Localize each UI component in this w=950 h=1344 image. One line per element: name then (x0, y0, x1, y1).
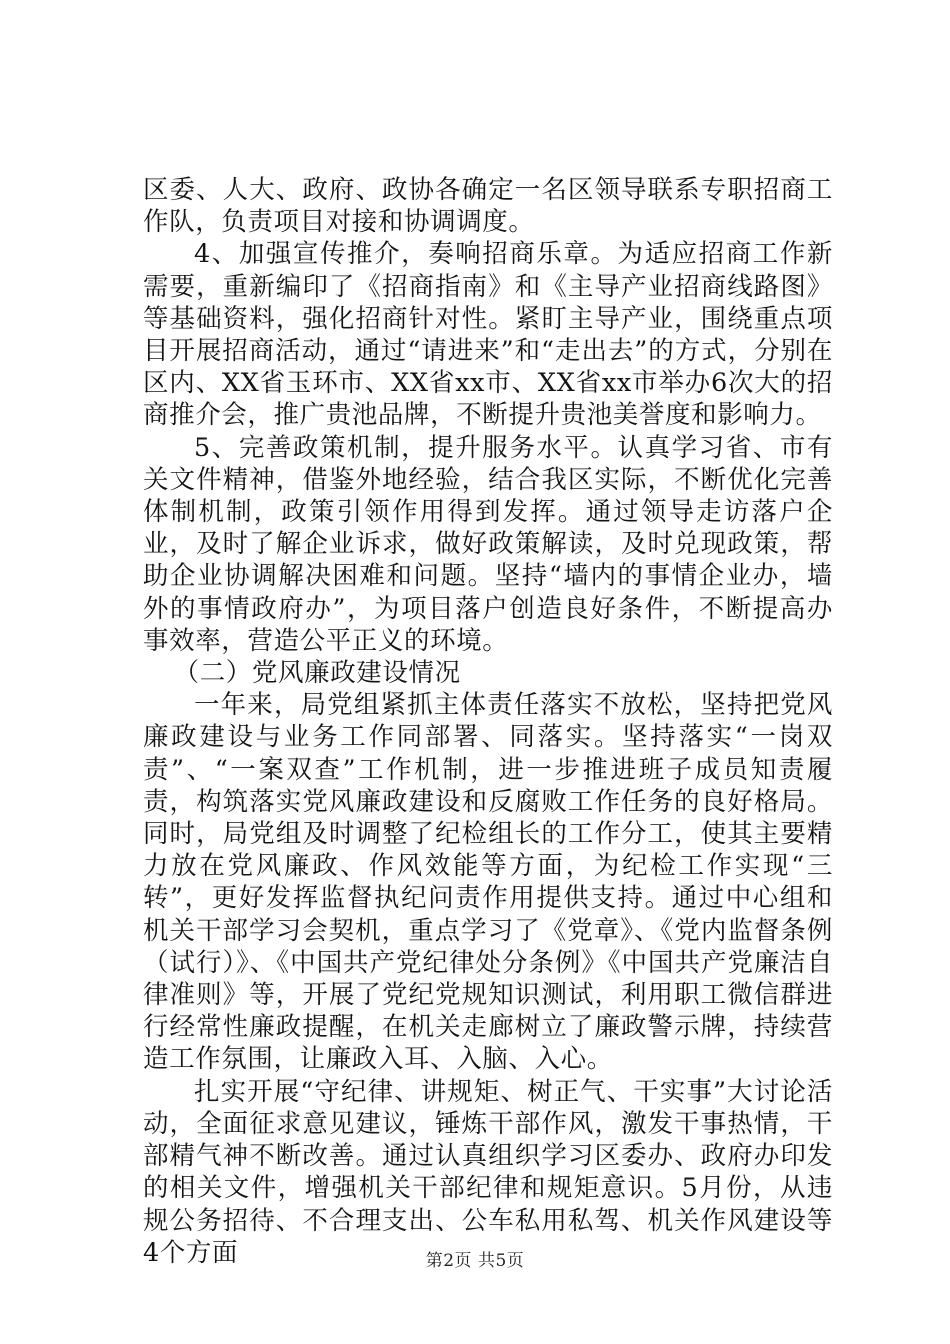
document-body (143, 174, 833, 1269)
page-number-footer: 第2页 共5页 (425, 1251, 525, 1271)
section-heading: （二）党风廉政建设情况 (173, 658, 461, 689)
paragraph-item-5: 5、完善政策机制，提升服务水平。认真学习省、市有关文件精神，借鉴外地经验，结合我区实际，不断优化完善体制机制，政策引领作用得到发挥。通过领导走访落户企业，及时了解企业诉求，做好政策解读，及时兑现政策，帮助企业协调解决困难和问题。坚持“墙内的事情企业办，墙外的事情政府办”，为项目落户创造良好条件，不断提高办事效率，营造公平正义的环境。 (143, 432, 833, 656)
paragraph-party-conduct: 一年来，局党组紧抓主体责任落实不放松，坚持把党风廉政建设与业务工作同部署、同落实。坚持落实“一岗双责”、“一案双查”工作机制，进一步推进班子成员知责履责，构筑落实党风廉政建设和反腐败工作任务的良好格局。同时，局党组及时调整了纪检组长的工作分工，使其主要精力放在党风廉政、作风效能等方面，为纪检工作实现“三转”，更好发挥监督执纪问责作用提供支持。通过中心组和机关干部学习会契机，重点学习了《党章》、《党内监督条例（试行）》、《中国共产党纪律处分条例》《中国共产党廉洁自律准则》等，开展了党纪党规知识测试，利用职工微信群进行经常性廉政提醒，在机关走廊树立了廉政警示牌，持续营造工作氛围，让廉政入耳、入脑、入心。 (143, 690, 833, 1075)
paragraph-discipline-activity: 扎实开展“守纪律、讲规矩、树正气、干实事”大讨论活动，全面征求意见建议，锤炼干部作风，激发干事热情，干部精气神不断改善。通过认真组织学习区委办、政府办印发的相关文件，增强机关干部纪律和规矩意识。5月份，从违规公务招待、不合理支出、公车私用私驾、机关作风建设等4个方面 (143, 1076, 833, 1268)
paragraph-continuation: 区委、人大、政府、政协各确定一名区领导联系专职招商工作队，负责项目对接和协调调度。 (143, 175, 833, 238)
paragraph-item-4: 4、加强宣传推介，奏响招商乐章。为适应招商工作新需要，重新编印了《招商指南》和《主导产业招商线路图》等基础资料，强化招商针对性。紧盯主导产业，围绕重点项目开展招商活动，通过“请进来”和“走出去”的方式，分别在区内、XX省玉环市、XX省xx市、XX省xx市举办6次大的招商推介会，推广贵池品牌，不断提升贵池美誉度和影响力。 (143, 239, 833, 431)
